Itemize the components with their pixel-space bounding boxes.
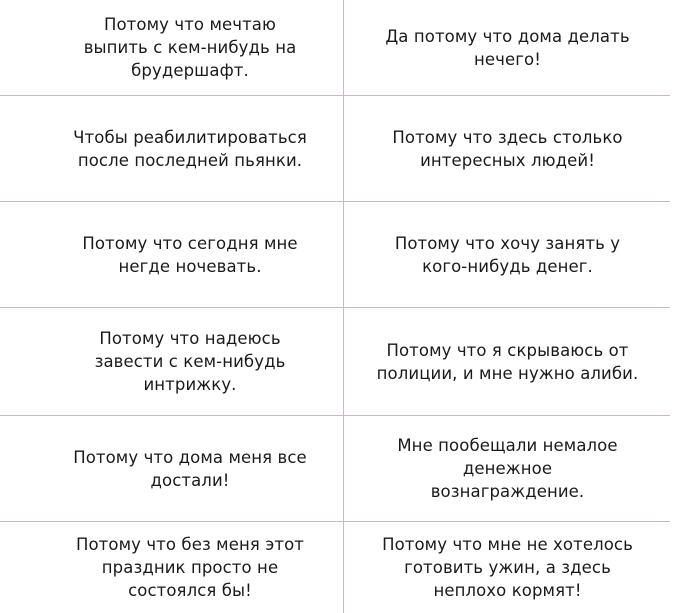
card-text: Потому что надеюсь завести с кем-нибудь интрижку. [94,329,286,394]
card-text: Чтобы реабилитироваться после последней пьянки. [73,127,307,170]
card-left-3 [40,202,340,307]
card-text: Потому что дома меня все достали! [73,447,307,490]
card-right-4 [355,308,660,415]
card-right-1 [355,0,660,95]
card-text: Потому что я скрываюсь от полиции, и мне нужно алиби. [376,340,639,383]
card-right-2 [355,96,660,201]
card-left-6 [40,522,340,613]
card-text: Потому что без меня этот праздник просто не состоялся бы! [75,535,305,600]
card-text: Потому что здесь столько интересных людей! [392,127,623,170]
card-left-4 [40,308,340,415]
card-right-6 [355,522,660,613]
card-left-1 [40,0,340,95]
card-text: Потому что хочу занять у кого-нибудь денег. [394,233,621,276]
card-left-5 [40,416,340,521]
card-text: Потому что сегодня мне негде ночевать. [82,233,298,276]
card-text: Мне пообещали немалое денежное вознаграждение. [397,436,618,501]
card-text: Да потому что дома делать нечего! [385,26,630,69]
card-right-3 [355,202,660,307]
card-left-2 [40,96,340,201]
card-text: Потому что мечтаю выпить с кем-нибудь на брудершафт. [83,15,297,80]
card-text: Потому что мне не хотелось готовить ужин, а здесь неплохо кормят! [382,535,633,600]
card-right-5 [355,416,660,521]
